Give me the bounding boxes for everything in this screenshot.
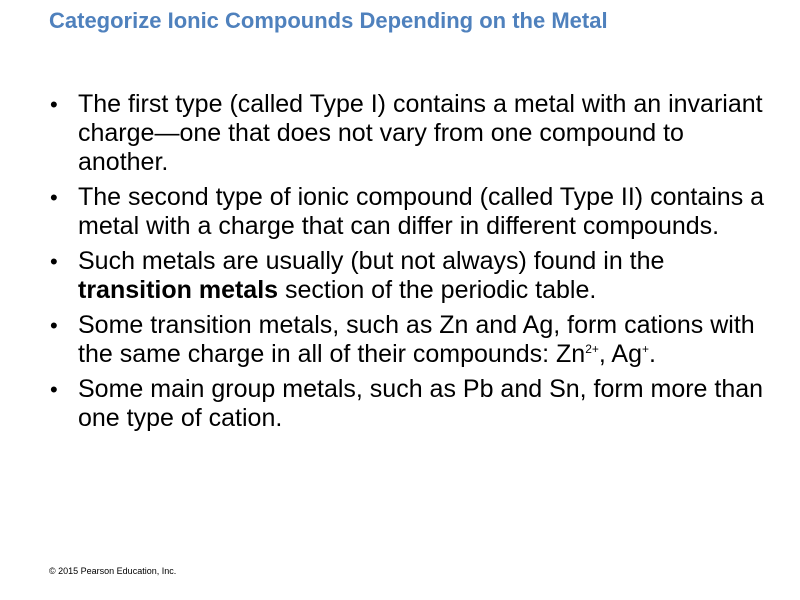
bullet-text-part: section of the periodic table. (278, 276, 597, 304)
bullet-text (78, 311, 778, 369)
bullet-text-part: , Ag (598, 340, 642, 368)
bullet-item-5 (48, 375, 778, 433)
slide-title: Categorize Ionic Compounds Depending on the Metal (49, 8, 608, 33)
bullet-text (78, 247, 778, 305)
bullet-text: Some main group metals, such as Pb and Sn, form more than one type of cation. (78, 375, 764, 432)
bullet-dot-icon: • (50, 313, 58, 338)
bullet-text-part: . (649, 340, 656, 368)
copyright-footer: © 2015 Pearson Education, Inc. (49, 566, 177, 576)
bullet-dot-icon: • (50, 92, 58, 117)
bullet-item-4 (48, 311, 778, 369)
bullet-dot-icon: • (50, 249, 58, 274)
charge-superscript: + (642, 342, 650, 356)
bullet-list (48, 90, 778, 439)
charge-superscript: 2+ (585, 342, 599, 356)
bullet-text-part: Some transition metals, such as Zn and Ag, form cations with the same charge in all of their compounds: Zn (78, 311, 755, 368)
bullet-dot-icon: • (50, 185, 58, 210)
bullet-item-3 (48, 247, 778, 305)
bullet-text-part: Such metals are usually (but not always) found in the (78, 247, 665, 275)
bullet-dot-icon: • (50, 377, 58, 402)
bold-term: transition metals (78, 276, 279, 304)
bullet-text: The second type of ionic compound (called Type II) contains a metal with a charge that can differ in different compounds. (78, 183, 765, 240)
bullet-text: The first type (called Type I) contains a metal with an invariant charge—one that does not vary from one compound to another. (78, 90, 763, 176)
bullet-item-1 (48, 90, 778, 177)
bullet-item-2 (48, 183, 778, 241)
